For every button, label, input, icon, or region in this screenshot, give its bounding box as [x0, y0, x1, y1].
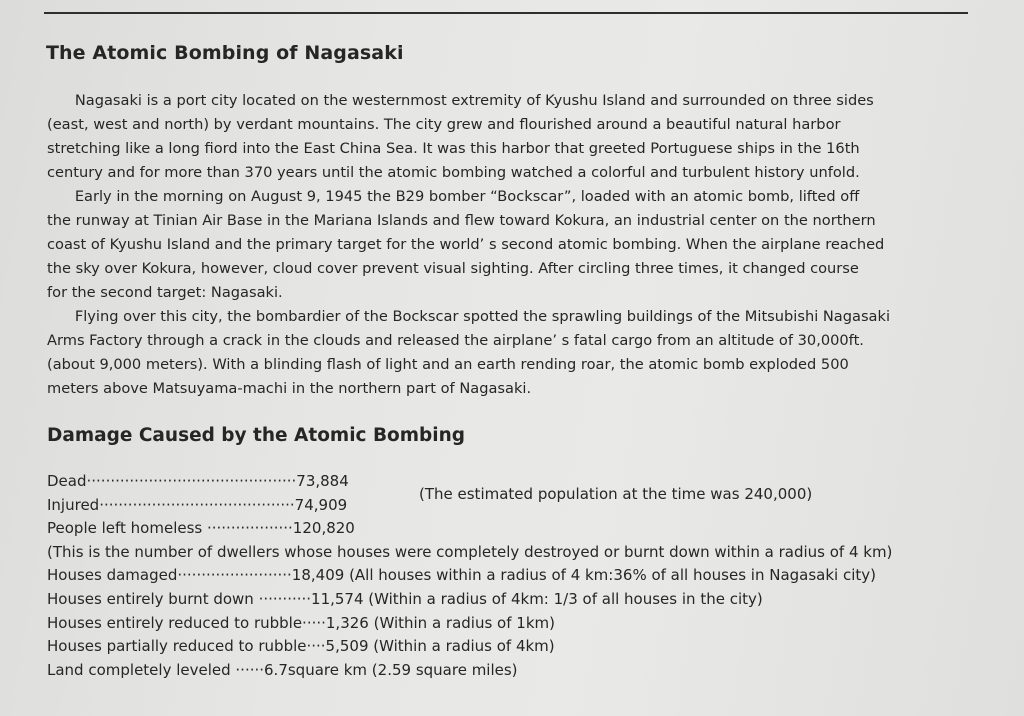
body-line: Flying over this city, the bombardier of the Bockscar spotted the sprawling buildings of the Mitsubishi Nagasaki [47, 308, 891, 325]
population-note: (The estimated population at the time was 240,000) [419, 485, 813, 503]
stat-burnt-down: Houses entirely burnt down ···········11,574 (Within a radius of 4km: 1/3 of all houses in the city) [47, 589, 763, 608]
stat-dead: Dead············································73,884 [47, 472, 349, 490]
stat-reduced-rubble: Houses entirely reduced to rubble·····1,326 (Within a radius of 1km) [47, 613, 555, 632]
body-text [47, 89, 971, 401]
body-line: the runway at Tinian Air Base in the Mariana Islands and flew toward Kokura, an industrial center on the northern [47, 212, 876, 229]
body-line: (about 9,000 meters). With a blinding flash of light and an earth rending roar, the atomic bomb exploded 500 [47, 356, 849, 373]
body-line: Early in the morning on August 9, 1945 the B29 bomber “Bockscar”, loaded with an atomic bomb, lifted off [47, 188, 860, 205]
body-line: meters above Matsuyama-machi in the northern part of Nagasaki. [47, 380, 532, 397]
body-line: the sky over Kokura, however, cloud cover prevent visual sighting. After circling three times, it changed course [47, 260, 859, 277]
body-line: (east, west and north) by verdant mountains. The city grew and flourished around a beautiful natural harbor [47, 116, 841, 133]
body-line: century and for more than 370 years until the atomic bombing watched a colorful and turbulent history unfold. [47, 164, 860, 181]
body-line: Arms Factory through a crack in the clouds and released the airplane’ s fatal cargo from an altitude of 30,000ft. [47, 332, 864, 349]
stat-homeless-note: (This is the number of dwellers whose houses were completely destroyed or burnt down within a radius of 4 km) [47, 542, 893, 561]
top-rule [44, 12, 968, 14]
damage-heading: Damage Caused by the Atomic Bombing [47, 425, 466, 446]
body-line: for the second target: Nagasaki. [47, 284, 283, 301]
stat-injured: Injured·········································74,909 [47, 495, 348, 514]
stat-partial-rubble: Houses partially reduced to rubble····5,509 (Within a radius of 4km) [47, 637, 555, 656]
body-line: Nagasaki is a port city located on the westernmost extremity of Kyushu Island and surrounded on three sides [47, 92, 874, 109]
stat-houses-damaged: Houses damaged························18,409 (All houses within a radius of 4 km:36% of all houses in Nagasaki city) [47, 566, 877, 585]
stat-homeless: People left homeless ··················120,820 [47, 519, 355, 538]
body-line: stretching like a long fiord into the East China Sea. It was this harbor that greeted Portuguese ships in the 16th [47, 140, 860, 157]
stat-land-leveled: Land completely leveled ······6.7square km (2.59 square miles) [47, 660, 518, 679]
page-title: The Atomic Bombing of Nagasaki [46, 42, 404, 64]
body-line: coast of Kyushu Island and the primary target for the world’ s second atomic bombing. When the airplane reached [47, 236, 885, 253]
